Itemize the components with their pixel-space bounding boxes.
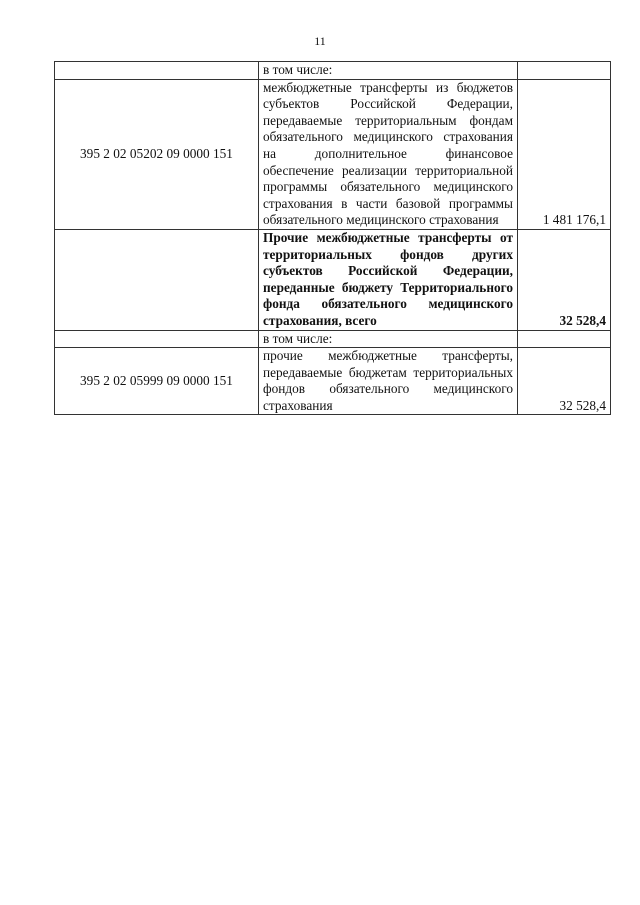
- table-row: [55, 79, 611, 229]
- amount-cell: 32 528,4: [518, 229, 611, 330]
- amount-cell: 32 528,4: [518, 348, 611, 415]
- amount-cell: 1 481 176,1: [518, 79, 611, 229]
- budget-code-cell: 395 2 02 05202 09 0000 151: [55, 79, 259, 229]
- description-cell: Прочие межбюджетные трансферты от территориальных фондов других субъектов Российской Федерации, переданные бюджету Территориального фонда обязательного медицинского страхования, всего: [259, 229, 518, 330]
- budget-code-cell: [55, 229, 259, 330]
- table-row: [55, 348, 611, 415]
- description-cell: в том числе:: [259, 330, 518, 348]
- table-row: [55, 229, 611, 330]
- amount-cell: [518, 62, 611, 80]
- table-row: [55, 62, 611, 80]
- description-cell: в том числе:: [259, 62, 518, 80]
- description-cell: межбюджетные трансферты из бюджетов субъектов Российской Федерации, передаваемые территориальным фондам обязательного медицинского страхования на дополнительное финансовое обеспечение реализации территориальной программы обязательного медицинского страхования в части базовой программы обязательного медицинского страхования: [259, 79, 518, 229]
- page-number: 11: [314, 34, 326, 48]
- description-cell: прочие межбюджетные трансферты, передаваемые бюджетам территориальных фондов обязательного медицинского страхования: [259, 348, 518, 415]
- budget-code-cell: [55, 330, 259, 348]
- table-row: [55, 330, 611, 348]
- amount-cell: [518, 330, 611, 348]
- budget-table: [54, 61, 611, 415]
- budget-code-cell: [55, 62, 259, 80]
- budget-code-cell: 395 2 02 05999 09 0000 151: [55, 348, 259, 415]
